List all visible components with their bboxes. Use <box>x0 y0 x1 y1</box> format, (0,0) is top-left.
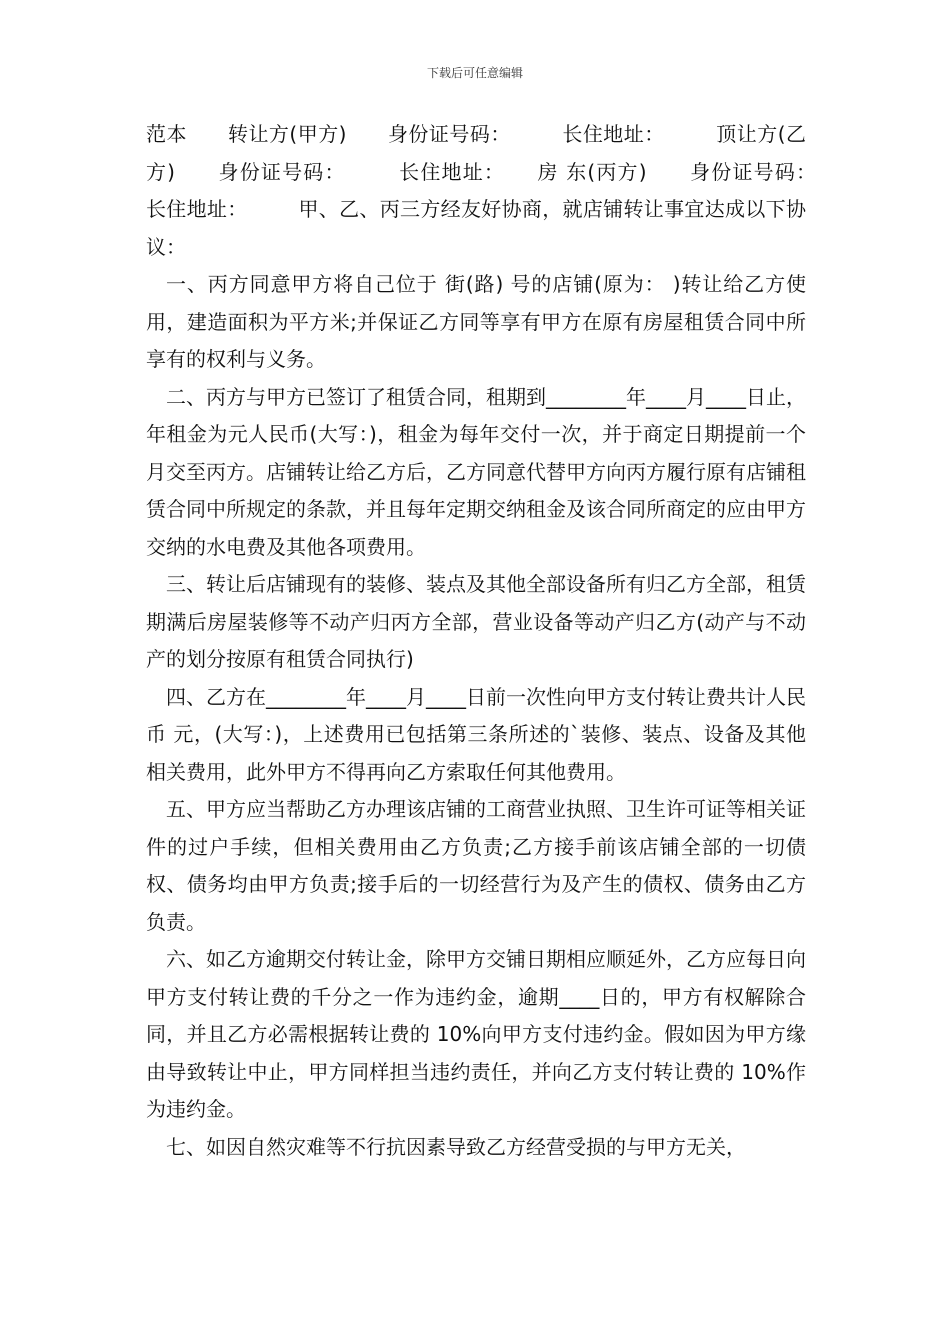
clause-7-paragraph: 七、如因自然灾难等不行抗因素导致乙方经营受损的与甲方无关， <box>166 1134 746 1159</box>
clause-2-paragraph: 二、丙方与甲方已签订了租赁合同，租期到________年____月____日止，年租金为元人民币(大写：)，租金为每年交付一次，并于商定日期提前一个月交至丙方。店铺转让给乙方后，乙方同意代替甲方向丙方履行原有店铺租赁合同中所规定的条款，并且每年定期交纳租金及该合同所商定的应由甲方交纳的水电费及其他各项费用。 <box>146 384 806 559</box>
clause-3-paragraph: 三、转让后店铺现有的装修、装点及其他全部设备所有归乙方全部，租赁期满后房屋装修等不动产归丙方全部，营业设备等动产归乙方(动产与不动产的划分按原有租赁合同执行) <box>146 572 806 671</box>
clause-1-paragraph: 一、丙方同意甲方将自己位于 街(路) 号的店铺(原为： )转让给乙方使用，建造面积为平方米;并保证乙方同等享有甲方在原有房屋租赁合同中所享有的权利与义务。 <box>146 272 806 371</box>
clause-5-paragraph: 五、甲方应当帮助乙方办理该店铺的工商营业执照、卫生许可证等相关证件的过户手续，但相关费用由乙方负责;乙方接手前该店铺全部的一切债权、债务均由甲方负责;接手后的一切经营行为及产生的债权、债务由乙方负责。 <box>146 797 806 934</box>
contract-body <box>146 116 866 1166</box>
contract-intro-paragraph: 范本 转让方(甲方) 身份证号码： 长住地址： 顶让方(乙方) 身份证号码： 长住地址： 房 东(丙方) 身份证号码： 长住地址： 甲、乙、丙三方经友好协商，就店铺转让事宜达成以下协议： <box>146 122 866 259</box>
clause-6-paragraph: 六、如乙方逾期交付转让金，除甲方交铺日期相应顺延外，乙方应每日向甲方支付转让费的千分之一作为违约金，逾期____日的，甲方有权解除合同，并且乙方必需根据转让费的 10%向甲方支付违约金。假如因为甲方缘由导致转让中止，甲方同样担当违约责任，并向乙方支付转让费的 10%作为违约金。 <box>146 947 806 1121</box>
page-header-note: 下载后可任意编辑 <box>426 66 523 80</box>
clause-4-paragraph: 四、乙方在________年____月____日前一次性向甲方支付转让费共计人民币 元，(大写：)，上述费用已包括第三条所述的`装修、装点、设备及其他相关费用，此外甲方不得再向乙方索取任何其他费用。 <box>146 684 806 784</box>
